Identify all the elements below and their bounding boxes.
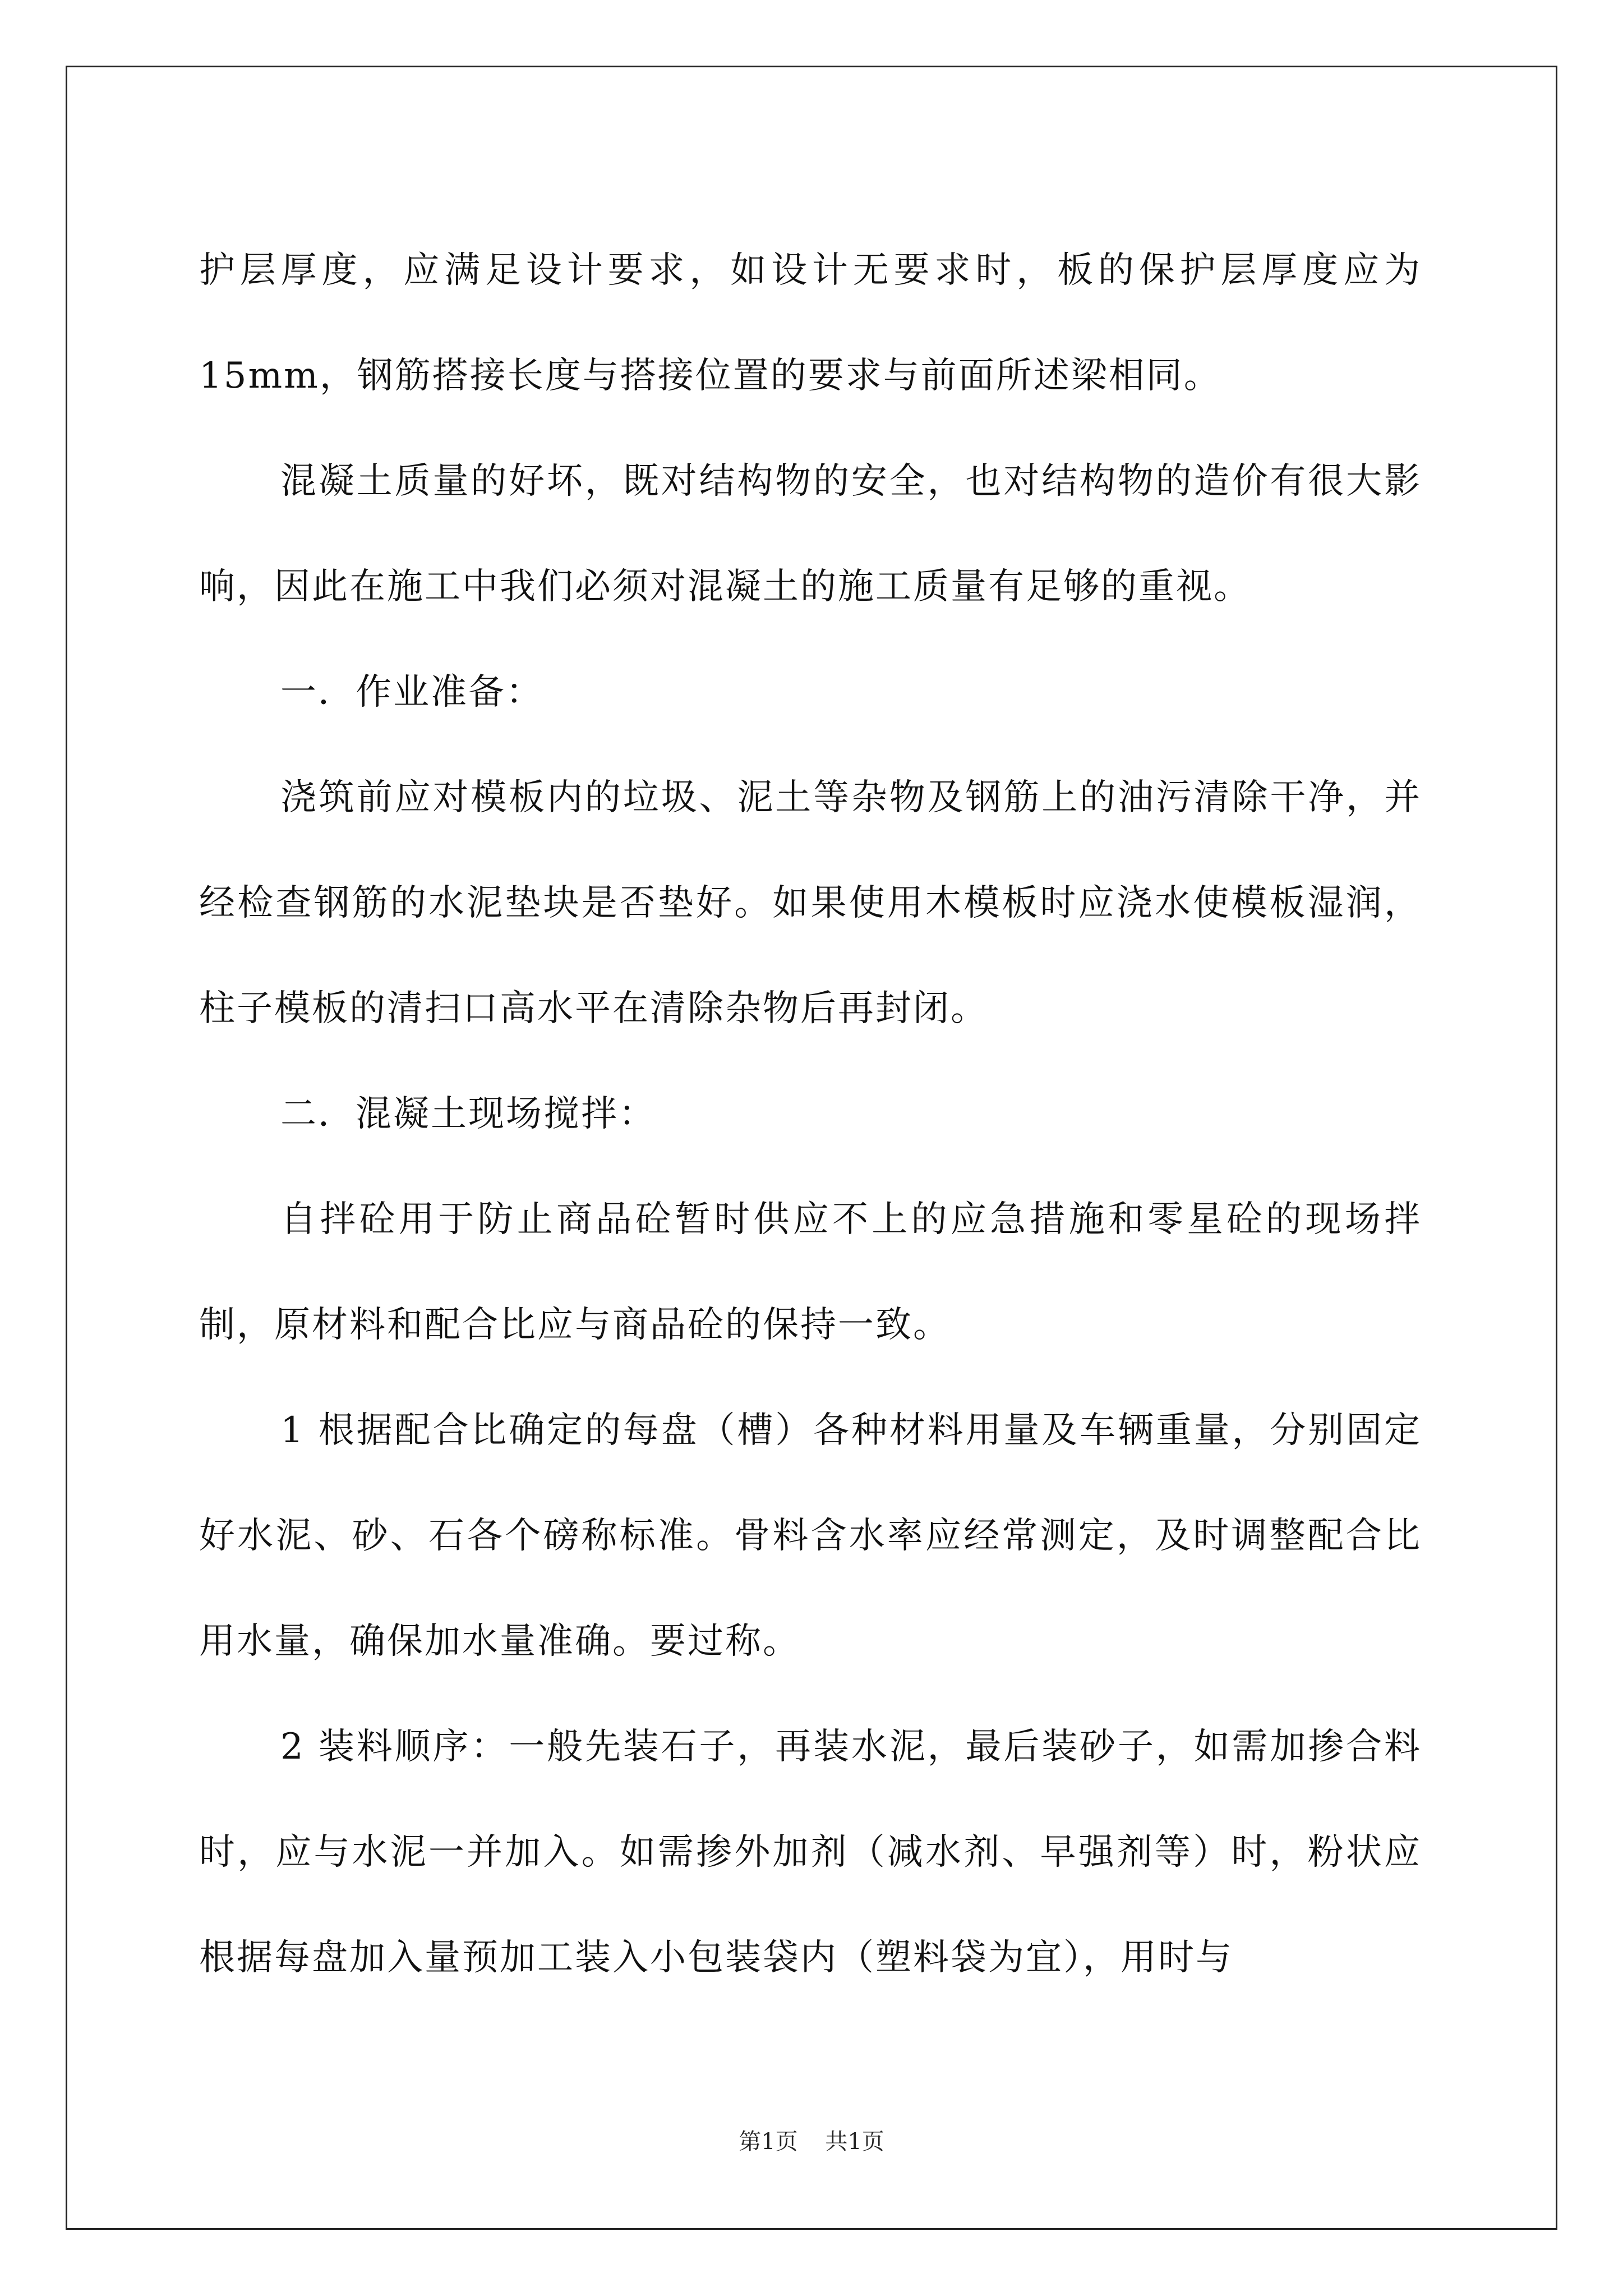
paragraph-3: 浇筑前应对模板内的垃圾、泥土等杂物及钢筋上的油污清除干净，并经检查钢筋的水泥垫块是否垫好。如果使用木模板时应浇水使模板湿润，柱子模板的清扫口高水平在清除杂物后再封闭。: [199, 777, 1422, 1029]
paragraph-5: 1 根据配合比确定的每盘（槽）各种材料用量及车辆重量，分别固定好水泥、砂、石各个磅称标准。骨料含水率应经常测定，及时调整配合比用水量，确保加水量准确。要过称。: [199, 1410, 1422, 1662]
paragraph-6: 2 装料顺序：一般先装石子，再装水泥，最后装砂子，如需加掺合料时，应与水泥一并加入。如需掺外加剂（减水剂、早强剂等）时，粉状应根据每盘加入量预加工装入小包装袋内（塑料袋为宜），用时与: [199, 1726, 1422, 1978]
paragraph-2: 混凝土质量的好坏，既对结构物的安全，也对结构物的造价有很大影响，因此在施工中我们必须对混凝土的施工质量有足够的重视。: [199, 461, 1422, 608]
page-number: 第1页: [739, 2129, 798, 2155]
section-heading-2: 二．混凝土现场搅拌：: [280, 1093, 656, 1135]
document-body: [199, 218, 1422, 2010]
page-footer: [0, 2125, 1623, 2159]
section-heading-1: 一．作业准备：: [280, 671, 543, 713]
paragraph-4: 自拌砼用于防止商品砼暂时供应不上的应急措施和零星砼的现场拌制，原材料和配合比应与商品砼的保持一致。: [199, 1199, 1422, 1346]
page-total: 共1页: [825, 2129, 884, 2155]
paragraph-1: 护层厚度，应满足设计要求，如设计无要求时，板的保护层厚度应为15mm，钢筋搭接长度与搭接位置的要求与前面所述梁相同。: [199, 250, 1422, 397]
